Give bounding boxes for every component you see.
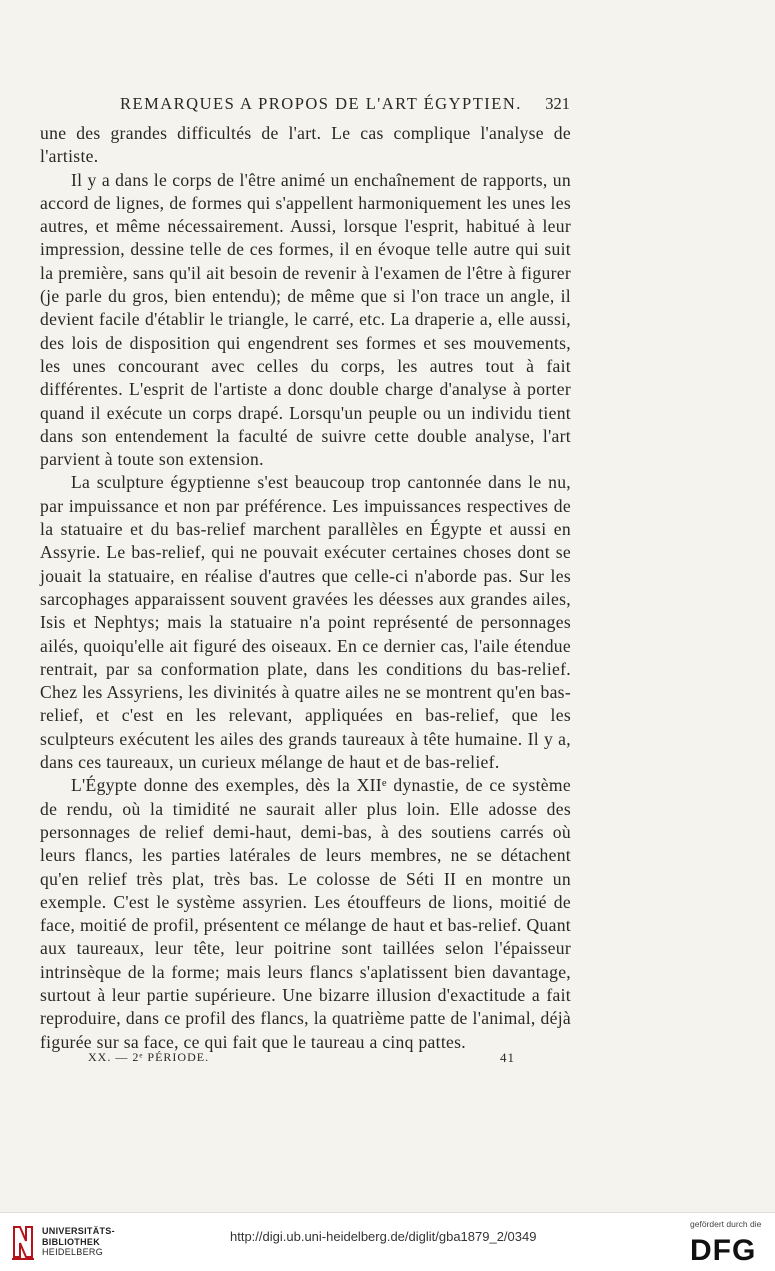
paragraph: L'Égypte donne des exemples, dès la XIIᵉ dynastie, de ce système de rendu, où la timidité ne saurait aller plus loin. Elle adosse des personnages de relief demi-haut, demi-bas, à des soutiens carrés où leurs flancs, les parties latérales de leurs membres, ne se détachent qu'en relief très plat, très bas. Le colosse de Séti II en montre un exemple. C'est le système assyrien. Les étouffeurs de lions, moitié de face, moitié de profil, présentent ce mélange de haut et bas-relief. Quant aux taureaux, leur tête, leur poitrine sont taillées selon l'épaisseur intrinsèque de la forme; mais leurs flancs s'aplatissent bien davantage, surtout à leur partie supérieure. Une bizarre illusion d'exactitude a fait reproduire, dans ce profil des flancs, la quatrième patte de l'animal, déjà figurée sur sa face, ce qui fait que le taureau a cinq pattes. — [40, 775, 571, 1052]
paragraph: Il y a dans le corps de l'être animé un enchaînement de rapports, un accord de lignes, de formes qui s'appellent harmoniquement les unes les autres, et même nécessairement. Aussi, lorsque l'esprit, habitué à leur impression, dessine telle de ces formes, il en évoque telle autre qui suit la première, sans qu'il ait besoin de revenir à l'examen de l'être à figurer (je parle du gros, bien entendu); de même que si l'on trace un angle, il devient facile d'établir le triangle, le carré, etc. La draperie a, elle aussi, des lois de disposition qui engendrent ses formes et ses mouvements, les unes concourant avec celles du corps, les autres tout à fait différentes. L'esprit de l'artiste a donc double charge d'analyse à porter quand il exécute un corps drapé. Lorsqu'un peuple ou un individu tient dans son entendement la faculté de suivre cette double analyse, l'art parvient à toute son extension. — [40, 169, 571, 470]
paragraph: une des grandes difficultés de l'art. Le cas complique l'analyse de l'artiste. — [40, 123, 571, 167]
permalink-url[interactable]: http://digi.ub.uni-heidelberg.de/diglit/gba1879_2/0349 — [230, 1229, 537, 1244]
sponsor-note: gefördert durch die — [690, 1219, 762, 1229]
university-library-logo-icon — [10, 1223, 36, 1261]
header-title: REMARQUES A PROPOS DE L'ART ÉGYPTIEN. — [120, 94, 522, 113]
page-number: 321 — [545, 94, 570, 113]
page-footer — [40, 1050, 571, 1068]
paragraph: La sculpture égyptienne s'est beaucoup trop cantonnée dans le nu, par impuissance et non par préférence. Les impuissances respectives de la statuaire et du bas-relief marchent parallèles en Égypte et aussi en Assyrie. Le bas-relief, qui ne pouvait exécuter certaines choses dont se jouait la statuaire, en réalise d'autres que celle-ci n'aborde pas. Sur les sarcophages apparaissent souvent gravées les déesses aux grandes ailes, Isis et Nephtys; mais la statuaire n'a point représenté de personnages ailés, quoiqu'elle ait figuré des oiseaux. En ce dernier cas, l'aile étendue rentrait, par sa conformation plate, dans les conditions du bas-relief. Chez les Assyriens, les divinités à quatre ailes ne se montrent qu'en bas-relief, et c'est en les relevant, appliquées en bas-relief, que les sculpteurs exécutent les ailes des grands taureaux à tête humaine. Il y a, dans ces taureaux, un curieux mélange de haut et de bas-relief. — [40, 472, 571, 773]
library-name-line: UNIVERSITÄTS- — [42, 1226, 115, 1236]
signature-mark: XX. — 2ᵉ PÉRIODE. — [88, 1050, 210, 1064]
dfg-logo: DFG — [690, 1234, 757, 1267]
running-header — [40, 94, 570, 116]
library-footer-bar — [0, 1212, 775, 1271]
library-name-line: BIBLIOTHEK — [42, 1236, 100, 1247]
sheet-number: 41 — [500, 1050, 515, 1065]
library-name-line: HEIDELBERG — [42, 1247, 104, 1257]
body-text — [40, 122, 571, 1054]
library-name — [42, 1226, 115, 1258]
